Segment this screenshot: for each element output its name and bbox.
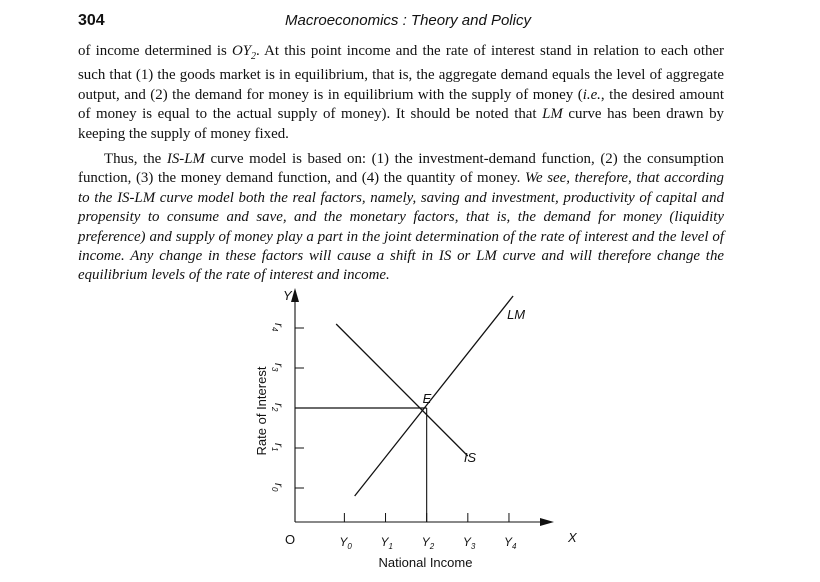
paragraph-1-text: . At this point income and the rate of interest stand in relation to each other such that (1) the goods market is in equilibrium, that is, the aggregate demand equals the level of aggregate output, and (2) the demand for money is in equilibrium with the supply of money ( [78, 43, 724, 103]
is-curve-label: IS [463, 450, 477, 465]
x-axis-arrow [540, 518, 554, 526]
x-axis-label: National Income [378, 555, 473, 570]
y-tick-label-4: $r_4$ [270, 323, 286, 332]
page-number: 304 [78, 12, 105, 29]
y-tick-label-1: $r_1$ [270, 443, 286, 452]
paragraph-2-italic: We see, therefore, that according to the IS-LM curve model both the real factors, namely, saving and investment, productivity of capital and propensity to consume and save, and the monetary factors, that is, the demand for money (liquidity preference) and supply of money play a part in the joint determination of the rate of interest and the level of income. Any change in these factors will cause a shift in IS or LM curve and will therefore change the equilibrium levels of the rate of interest and income. [78, 170, 724, 284]
y-tick-label-3: $r_3$ [270, 363, 286, 372]
running-title: Macroeconomics : Theory and Policy [285, 12, 531, 29]
y-tick-label-2: $r_2$ [270, 403, 286, 412]
x-tick-label-3: $Y_3$ [462, 535, 476, 551]
x-axis-letter: X [568, 530, 577, 545]
oy-base: OY [231, 43, 252, 59]
x-tick-label-2: $Y_2$ [421, 535, 435, 551]
x-tick-label-0: $Y_0$ [339, 535, 352, 551]
x-tick-label-1: $Y_1$ [380, 535, 393, 551]
lm-term: LM [542, 106, 563, 123]
y-axis-label: Rate of Interest [254, 366, 269, 456]
lm-curve [355, 296, 513, 496]
islm-term: IS-LM [166, 151, 205, 167]
origin-label: O [285, 532, 296, 547]
oy-subscript: 2 [251, 50, 257, 62]
x-tick-label-4: $Y_4$ [503, 535, 517, 551]
ie-abbrev: i.e. [582, 86, 601, 103]
paragraph-1-text: of income determined is [78, 43, 232, 59]
y-axis-arrow [291, 288, 299, 302]
lm-curve-label: LM [507, 307, 526, 322]
paragraph-2-text: curve model is based on: (1) the investment-demand function, (2) the consumption function, (3) the money demand function, and (4) the quantity of money. [78, 151, 724, 187]
y-tick-label-0: $r_0$ [270, 483, 286, 492]
paragraph-2-text: Thus, the [104, 151, 167, 167]
equilibrium-point-label: E [422, 391, 432, 406]
paragraph-1-text: , the desired amount of money is equal to the actual supply of money). It should be noted that [78, 86, 724, 123]
paragraph-1-text: curve has been drawn by keeping the supply of money fixed. [78, 106, 724, 142]
y-axis-letter: Y [283, 288, 292, 303]
